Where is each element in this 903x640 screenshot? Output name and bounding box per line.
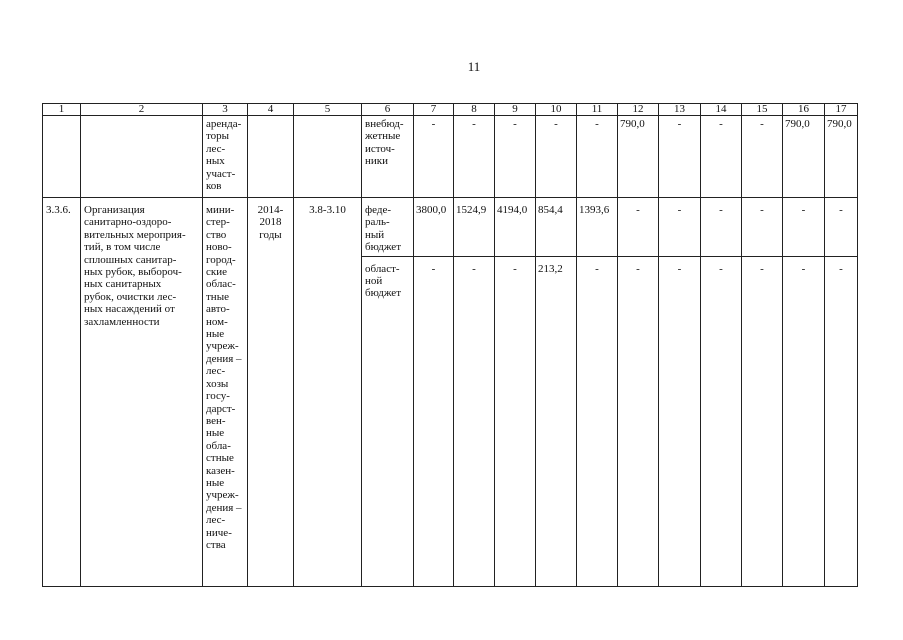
value-cell: 790,0 bbox=[783, 116, 825, 198]
executor-line: дения – bbox=[206, 352, 242, 365]
cell-executor bbox=[203, 116, 248, 198]
name-line: захламленности bbox=[84, 315, 160, 328]
page-number: 11 bbox=[467, 59, 481, 74]
value-cell: - bbox=[577, 256, 618, 586]
source-line: ники bbox=[365, 155, 389, 168]
header-cell: 12 bbox=[618, 104, 659, 116]
value-cell: - bbox=[495, 116, 536, 198]
cell-period bbox=[248, 116, 294, 198]
table-row-3-3-6-federal bbox=[43, 198, 858, 257]
table-row-continuation bbox=[43, 116, 858, 198]
cell-target bbox=[294, 116, 362, 198]
executor-line: ные bbox=[206, 476, 225, 489]
executor-line: ков bbox=[206, 180, 222, 193]
source-line: ной bbox=[365, 275, 383, 288]
value-cell: - bbox=[454, 116, 495, 198]
value-cell: - bbox=[536, 116, 577, 198]
header-cell: 15 bbox=[742, 104, 783, 116]
executor-line: госу- bbox=[206, 390, 230, 403]
executor-line: лес- bbox=[206, 142, 226, 155]
value-cell: - bbox=[701, 256, 742, 586]
source-line: ный bbox=[365, 228, 385, 241]
value-cell: 854,4 bbox=[536, 198, 577, 257]
value-cell: - bbox=[742, 198, 783, 257]
header-cell: 8 bbox=[454, 104, 495, 116]
executor-line: хозы bbox=[206, 377, 229, 390]
executor-line: ном- bbox=[206, 315, 228, 328]
executor-line: обла- bbox=[206, 439, 231, 452]
value-cell: - bbox=[783, 198, 825, 257]
source-line: област- bbox=[365, 262, 400, 275]
name-line: санитарно-оздоро- bbox=[84, 216, 172, 229]
header-cell: 17 bbox=[825, 104, 858, 116]
cell-number: 3.3.6. bbox=[43, 198, 81, 587]
value-cell: - bbox=[414, 256, 454, 586]
executor-line: ных bbox=[206, 155, 225, 168]
value-cell: - bbox=[659, 256, 701, 586]
executor-line: тные bbox=[206, 290, 229, 303]
cell-number bbox=[43, 116, 81, 198]
value-cell: - bbox=[659, 198, 701, 257]
value-cell: 790,0 bbox=[825, 116, 858, 198]
executor-line: облас- bbox=[206, 278, 236, 291]
executor-line: вен- bbox=[206, 414, 226, 427]
source-line: раль- bbox=[365, 216, 390, 229]
value-cell: - bbox=[783, 256, 825, 586]
header-cell: 14 bbox=[701, 104, 742, 116]
executor-line: казен- bbox=[206, 464, 235, 477]
cell-name bbox=[81, 198, 203, 587]
value-cell: - bbox=[577, 116, 618, 198]
cell-source-federal bbox=[362, 198, 414, 257]
source-line: бюджет bbox=[365, 241, 401, 254]
name-line: ных рубок, выбороч- bbox=[84, 266, 182, 279]
executor-line: ство bbox=[206, 228, 227, 241]
executor-line: лес- bbox=[206, 365, 226, 378]
executor-line: ные bbox=[206, 427, 225, 440]
executor-line: участ- bbox=[206, 167, 236, 180]
executor-line: ниче- bbox=[206, 526, 232, 539]
source-line: бюджет bbox=[365, 287, 401, 300]
source-line: источ- bbox=[365, 142, 395, 155]
source-line: внебюд- bbox=[365, 118, 404, 130]
header-cell: 6 bbox=[362, 104, 414, 116]
value-cell: - bbox=[454, 256, 495, 586]
value-cell: - bbox=[618, 198, 659, 257]
header-cell: 13 bbox=[659, 104, 701, 116]
executor-line: ново- bbox=[206, 241, 232, 254]
name-line: Организация bbox=[84, 204, 145, 216]
value-cell: - bbox=[825, 198, 858, 257]
value-cell: 790,0 bbox=[618, 116, 659, 198]
cell-source bbox=[362, 116, 414, 198]
value-cell: - bbox=[742, 256, 783, 586]
executor-line: ские bbox=[206, 266, 227, 279]
header-cell: 1 bbox=[43, 104, 81, 116]
header-cell: 9 bbox=[495, 104, 536, 116]
value-cell: 213,2 bbox=[536, 256, 577, 586]
value-cell: - bbox=[742, 116, 783, 198]
header-cell: 10 bbox=[536, 104, 577, 116]
executor-line: ства bbox=[206, 538, 226, 551]
executor-line: стные bbox=[206, 452, 234, 465]
value-cell: 1524,9 bbox=[454, 198, 495, 257]
value-cell: - bbox=[618, 256, 659, 586]
header-cell: 4 bbox=[248, 104, 294, 116]
header-cell: 5 bbox=[294, 104, 362, 116]
cell-executor bbox=[203, 198, 248, 587]
executor-line: торы bbox=[206, 130, 230, 143]
executor-line: стер- bbox=[206, 216, 230, 229]
value-cell: 3800,0 bbox=[414, 198, 454, 257]
header-cell: 3 bbox=[203, 104, 248, 116]
name-line: тий, в том числе bbox=[84, 241, 161, 254]
executor-line: дения – bbox=[206, 501, 242, 514]
cell-name bbox=[81, 116, 203, 198]
executor-line: мини- bbox=[206, 204, 235, 216]
header-cell: 11 bbox=[577, 104, 618, 116]
value-cell: - bbox=[414, 116, 454, 198]
executor-line: арендa- bbox=[206, 118, 242, 130]
value-cell: 4194,0 bbox=[495, 198, 536, 257]
header-cell: 16 bbox=[783, 104, 825, 116]
executor-line: город- bbox=[206, 253, 236, 266]
name-line: вительных мероприя- bbox=[84, 228, 186, 241]
source-line: феде- bbox=[365, 204, 392, 216]
period-line: 2014- bbox=[257, 204, 284, 216]
executor-line: авто- bbox=[206, 303, 230, 316]
period-line: годы bbox=[259, 228, 282, 241]
name-line: рубок, очистки лес- bbox=[84, 290, 177, 303]
period-line: 2018 bbox=[259, 216, 282, 229]
executor-line: учреж- bbox=[206, 489, 239, 502]
value-cell: - bbox=[659, 116, 701, 198]
name-line: ных насаждений от bbox=[84, 303, 175, 316]
header-cell: 2 bbox=[81, 104, 203, 116]
source-line: жетные bbox=[365, 130, 401, 143]
value-cell: - bbox=[825, 256, 858, 586]
value-cell: - bbox=[495, 256, 536, 586]
executor-line: учреж- bbox=[206, 340, 239, 353]
value-cell: - bbox=[701, 198, 742, 257]
value-cell: - bbox=[701, 116, 742, 198]
name-line: сплошных санитар- bbox=[84, 253, 177, 266]
executor-line: ные bbox=[206, 328, 225, 341]
value-cell: 1393,6 bbox=[577, 198, 618, 257]
executor-line: дарст- bbox=[206, 402, 236, 415]
cell-source-regional bbox=[362, 256, 414, 586]
cell-period bbox=[248, 198, 294, 587]
header-cell: 7 bbox=[414, 104, 454, 116]
budget-table bbox=[42, 103, 858, 587]
cell-target: 3.8-3.10 bbox=[294, 198, 362, 587]
executor-line: лес- bbox=[206, 514, 226, 527]
name-line: ных санитарных bbox=[84, 278, 162, 291]
header-row bbox=[43, 104, 858, 116]
